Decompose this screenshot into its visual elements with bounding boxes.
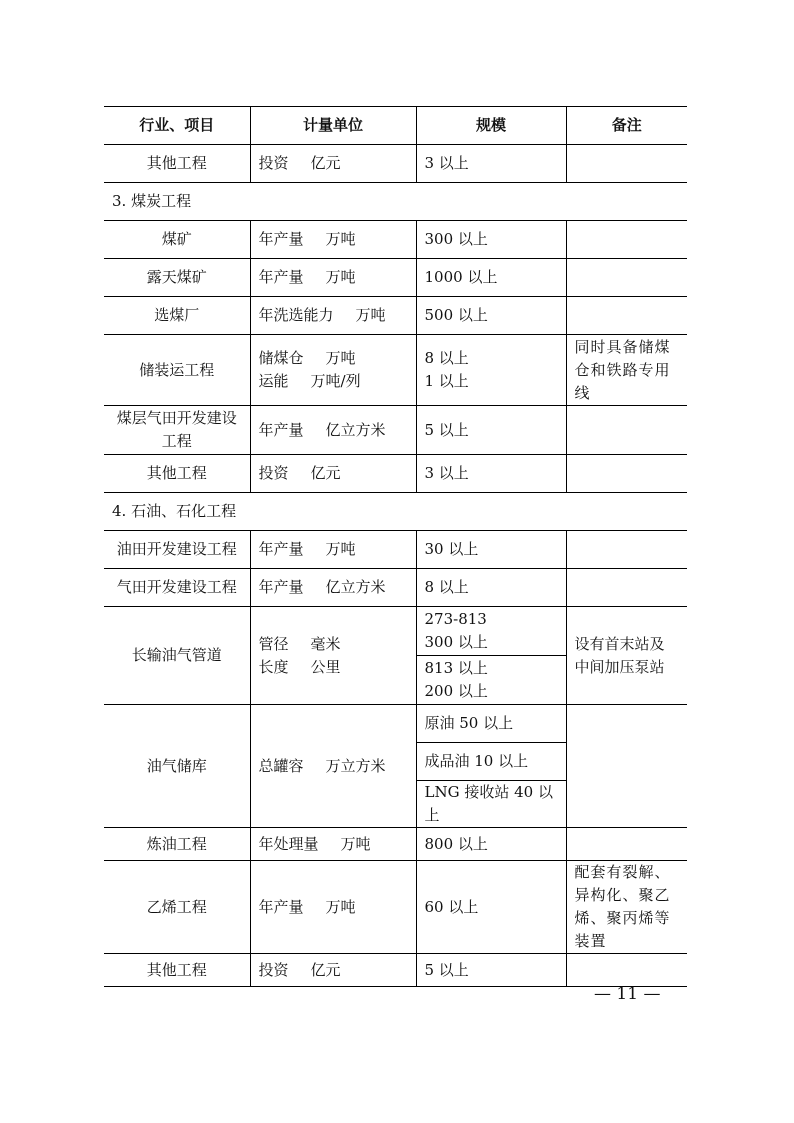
unit-cell: 年处理量 万吨 [250,828,416,861]
note-cell [566,145,687,183]
unit-cell: 总罐容 万立方米 [250,705,416,828]
item-cell: 煤矿 [104,221,250,259]
note-cell [566,297,687,335]
note-cell [566,954,687,987]
page-number: — 11 — [594,984,661,1004]
item-cell: 其他工程 [104,954,250,987]
header-remarks: 备注 [566,107,687,145]
section-heading-row [104,183,687,221]
unit-cell: 年产量 万吨 [250,531,416,569]
unit-cell: 年洗选能力 万吨 [250,297,416,335]
unit-cell: 年产量 万吨 [250,221,416,259]
item-cell: 选煤厂 [104,297,250,335]
scale-cell: 原油 50 以上 [416,705,566,743]
item-cell: 露天煤矿 [104,259,250,297]
note-cell [566,406,687,455]
table-row [104,145,687,183]
scale-cell: 5 以上 [416,954,566,987]
unit-cell: 投资 亿元 [250,954,416,987]
note-cell [566,569,687,607]
unit-cell: 年产量 亿立方米 [250,569,416,607]
table-row [104,607,687,656]
note-cell [566,828,687,861]
note-cell [566,259,687,297]
table-row [104,335,687,406]
note-cell [566,705,687,828]
item-cell: 乙烯工程 [104,861,250,954]
note-cell: 设有首末站及中间加压泵站 [566,607,687,705]
section-title-petroleum: 4. 石油、石化工程 [104,493,687,531]
scale-cell: 300 以上 [416,221,566,259]
table-row [104,705,687,743]
unit-cell: 投资 亿元 [250,145,416,183]
scale-cell: 60 以上 [416,861,566,954]
item-cell: 油田开发建设工程 [104,531,250,569]
scale-cell: 3 以上 [416,455,566,493]
item-cell: 其他工程 [104,145,250,183]
table-row [104,297,687,335]
table-header-row [104,107,687,145]
scale-cell: 800 以上 [416,828,566,861]
unit-cell: 管径 毫米 长度 公里 [250,607,416,705]
scale-cell: 273-813 300 以上 [416,607,566,656]
note-cell [566,455,687,493]
unit-cell: 年产量 万吨 [250,861,416,954]
section-title-coal: 3. 煤炭工程 [104,183,687,221]
scale-cell: LNG 接收站 40 以上 [416,781,566,828]
header-scale: 规模 [416,107,566,145]
header-industry-item: 行业、项目 [104,107,250,145]
unit-cell: 储煤仓 万吨 运能 万吨/列 [250,335,416,406]
item-cell: 炼油工程 [104,828,250,861]
table-row [104,221,687,259]
scale-cell: 8 以上 [416,569,566,607]
note-cell: 同时具备储煤仓和铁路专用线 [566,335,687,406]
table-row [104,569,687,607]
scale-cell: 3 以上 [416,145,566,183]
unit-cell: 年产量 亿立方米 [250,406,416,455]
scale-cell: 500 以上 [416,297,566,335]
note-cell [566,531,687,569]
table-row [104,954,687,987]
scale-cell: 1000 以上 [416,259,566,297]
unit-cell: 投资 亿元 [250,455,416,493]
table-row [104,828,687,861]
note-cell: 配套有裂解、异构化、聚乙烯、聚丙烯等装置 [566,861,687,954]
table-row [104,861,687,954]
scale-cell: 813 以上 200 以上 [416,656,566,705]
item-cell: 气田开发建设工程 [104,569,250,607]
table-row [104,259,687,297]
item-cell: 油气储库 [104,705,250,828]
item-cell: 煤层气田开发建设工程 [104,406,250,455]
table-row [104,406,687,455]
section-heading-row [104,493,687,531]
scale-cell: 30 以上 [416,531,566,569]
table-row [104,531,687,569]
item-cell: 储装运工程 [104,335,250,406]
unit-cell: 年产量 万吨 [250,259,416,297]
item-cell: 长输油气管道 [104,607,250,705]
standards-table [104,106,687,987]
note-cell [566,221,687,259]
scale-cell: 成品油 10 以上 [416,743,566,781]
header-unit: 计量单位 [250,107,416,145]
scale-cell: 5 以上 [416,406,566,455]
item-cell: 其他工程 [104,455,250,493]
scale-cell: 8 以上 1 以上 [416,335,566,406]
table-row [104,455,687,493]
